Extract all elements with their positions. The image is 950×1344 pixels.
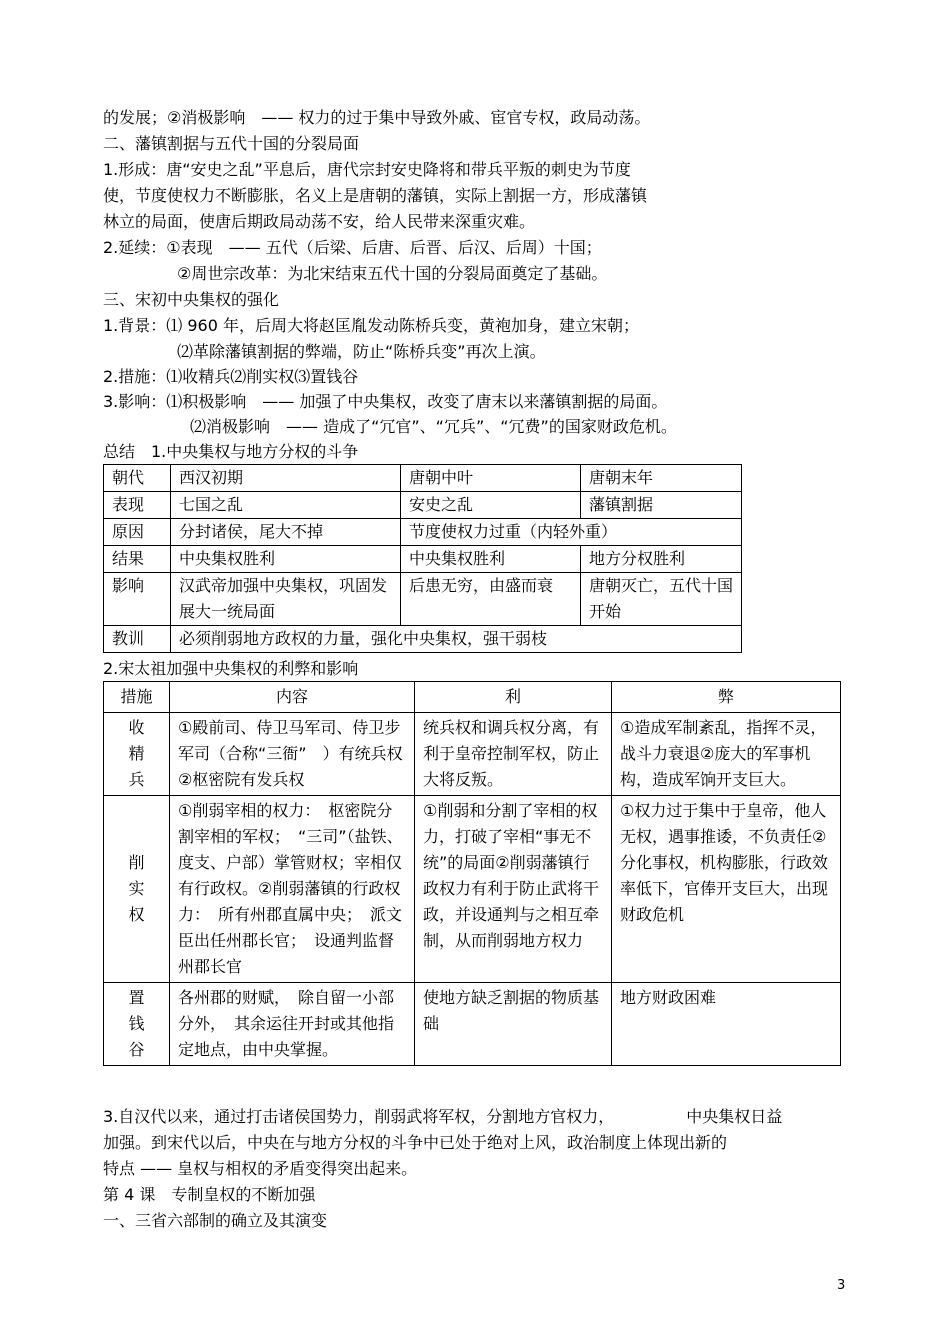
con-cell: ①权力过于集中于皇帝，他人无权，遇事推诿，不负责任②分化事权，机构膨胀，行政效率低下，官俸开支巨大，出现财政危机 bbox=[612, 796, 841, 983]
song-centralization-table bbox=[103, 681, 841, 1066]
text-line: 特点 —— 皇权与相权的矛盾变得突出起来。 bbox=[103, 1159, 418, 1178]
table-cell: 必须削弱地方政权的力量，强化中央集权，强干弱枝 bbox=[171, 626, 742, 653]
page-number: 3 bbox=[837, 1278, 846, 1293]
table-row bbox=[104, 713, 841, 796]
table-cell: 藩镇割据 bbox=[581, 492, 742, 519]
pro-cell: 统兵权和调兵权分离，有利于皇帝控制军权，防止大将反叛。 bbox=[415, 713, 612, 796]
text-line: 3.影响：⑴积极影响 —— 加强了中央集权，改变了唐末以来藩镇割据的局面。 bbox=[103, 392, 668, 411]
measure-cell bbox=[104, 983, 170, 1066]
table-header: 利 bbox=[415, 682, 612, 713]
measure-char: 收 bbox=[128, 718, 145, 737]
table-header: 措施 bbox=[104, 682, 170, 713]
measure-char: 权 bbox=[128, 905, 145, 924]
central-vs-local-table bbox=[103, 464, 742, 653]
pro-cell: ①削弱和分割了宰相的权力，打破了宰相“事无不统”的局面②削弱藩镇行政权力有利于防止武将干政，并设通判与之相互牵制，从而削弱地方权力 bbox=[415, 796, 612, 983]
table-cell: 原因 bbox=[104, 519, 171, 546]
text-line: 2.措施：⑴收精兵⑵削实权⑶置钱谷 bbox=[103, 367, 359, 386]
table-row bbox=[104, 519, 742, 546]
section-heading: 一、三省六部制的确立及其演变 bbox=[103, 1211, 328, 1230]
measure-char: 兵 bbox=[128, 770, 145, 789]
lesson-heading: 第 4 课 专制皇权的不断加强 bbox=[103, 1185, 316, 1204]
table-cell: 节度使权力过重（内轻外重） bbox=[401, 519, 742, 546]
content-cell: ①削弱宰相的权力： 枢密院分割宰相的军权； “三司”（盐铁、度支、户部）掌管财权；宰相仅有行政权。②削弱藩镇的行政权力： 所有州郡直属中央； 派文臣出任州郡长官； 设通判监督州郡长官 bbox=[170, 796, 415, 983]
table-cell: 分封诸侯，尾大不掉 bbox=[171, 519, 401, 546]
table-row bbox=[104, 573, 742, 626]
text-line: 1.形成：唐“安史之乱”平息后，唐代宗封安史降将和带兵平叛的刺史为节度 bbox=[103, 160, 631, 179]
table-cell: 唐朝中叶 bbox=[401, 465, 581, 492]
measure-char: 置 bbox=[128, 988, 145, 1007]
text-line: 3.自汉代以来，通过打击诸侯国势力，削弱武将军权，分割地方官权力， 中央集权日益 bbox=[103, 1107, 783, 1126]
summary-heading: 总结 1.中央集权与地方分权的斗争 bbox=[103, 442, 359, 461]
table-row bbox=[104, 983, 841, 1066]
table-cell: 唐朝末年 bbox=[581, 465, 742, 492]
text-line: 使，节度使权力不断膨胀，名义上是唐朝的藩镇，实际上割据一方，形成藩镇 bbox=[103, 186, 648, 205]
table-cell: 后患无穷，由盛而衰 bbox=[401, 573, 581, 626]
text-line: ⑵革除藩镇割据的弊端，防止“陈桥兵变”再次上演。 bbox=[177, 342, 546, 361]
con-cell: 地方财政困难 bbox=[612, 983, 841, 1066]
table-row bbox=[104, 626, 742, 653]
text-line: 1.背景：⑴ 960 年，后周大将赵匡胤发动陈桥兵变，黄袍加身，建立宋朝； bbox=[103, 316, 639, 335]
table-cell: 安史之乱 bbox=[401, 492, 581, 519]
table-row bbox=[104, 796, 841, 983]
content-cell: ①殿前司、侍卫马军司、侍卫步军司（合称“三衙” ）有统兵权②枢密院有发兵权 bbox=[170, 713, 415, 796]
table-header: 弊 bbox=[612, 682, 841, 713]
table-cell: 结果 bbox=[104, 546, 171, 573]
text-line: 加强。到宋代以后，中央在与地方分权的斗争中已处于绝对上风，政治制度上体现出新的 bbox=[103, 1133, 728, 1152]
table-cell: 教训 bbox=[104, 626, 171, 653]
section-heading: 二、藩镇割据与五代十国的分裂局面 bbox=[103, 134, 360, 153]
pro-cell: 使地方缺乏割据的物质基础 bbox=[415, 983, 612, 1066]
measure-char: 精 bbox=[128, 744, 145, 763]
table-title: 2.宋太祖加强中央集权的利弊和影响 bbox=[103, 659, 359, 678]
text-line: 林立的局面，使唐后期政局动荡不安，给人民带来深重灾难。 bbox=[103, 212, 536, 231]
section-heading: 三、宋初中央集权的强化 bbox=[103, 290, 280, 309]
table-header-row bbox=[104, 682, 841, 713]
measure-char: 谷 bbox=[128, 1040, 145, 1059]
con-cell: ①造成军制紊乱，指挥不灵，战斗力衰退②庞大的军事机构，造成军饷开支巨大。 bbox=[612, 713, 841, 796]
table-cell: 汉武帝加强中央集权，巩固发展大一统局面 bbox=[171, 573, 401, 626]
text-line: ⑵消极影响 —— 造成了“冗官”、“冗兵”、“冗费”的国家财政危机。 bbox=[190, 417, 677, 436]
text-line: ②周世宗改革：为北宋结束五代十国的分裂局面奠定了基础。 bbox=[177, 264, 608, 283]
measure-cell bbox=[104, 713, 170, 796]
table-cell: 影响 bbox=[104, 573, 171, 626]
table-header: 内容 bbox=[170, 682, 415, 713]
text-line: 2.延续：①表现 —— 五代（后梁、后唐、后晋、后汉、后周）十国； bbox=[103, 238, 602, 257]
text-line: 的发展；②消极影响 —— 权力的过于集中导致外戚、宦官专权，政局动荡。 bbox=[103, 108, 651, 127]
table-cell: 中央集权胜利 bbox=[171, 546, 401, 573]
table-cell: 唐朝灭亡，五代十国开始 bbox=[581, 573, 742, 626]
table-cell: 七国之乱 bbox=[171, 492, 401, 519]
measure-char: 削 bbox=[128, 853, 145, 872]
table-cell: 西汉初期 bbox=[171, 465, 401, 492]
table-row bbox=[104, 546, 742, 573]
table-row bbox=[104, 465, 742, 492]
table-cell: 地方分权胜利 bbox=[581, 546, 742, 573]
table-row bbox=[104, 492, 742, 519]
content-cell: 各州郡的财赋， 除自留一小部分外， 其余运往开封或其他指定地点，由中央掌握。 bbox=[170, 983, 415, 1066]
measure-char: 钱 bbox=[128, 1014, 145, 1033]
measure-char: 实 bbox=[128, 879, 145, 898]
measure-cell bbox=[104, 796, 170, 983]
table-cell: 朝代 bbox=[104, 465, 171, 492]
table-cell: 表现 bbox=[104, 492, 171, 519]
table-cell: 中央集权胜利 bbox=[401, 546, 581, 573]
